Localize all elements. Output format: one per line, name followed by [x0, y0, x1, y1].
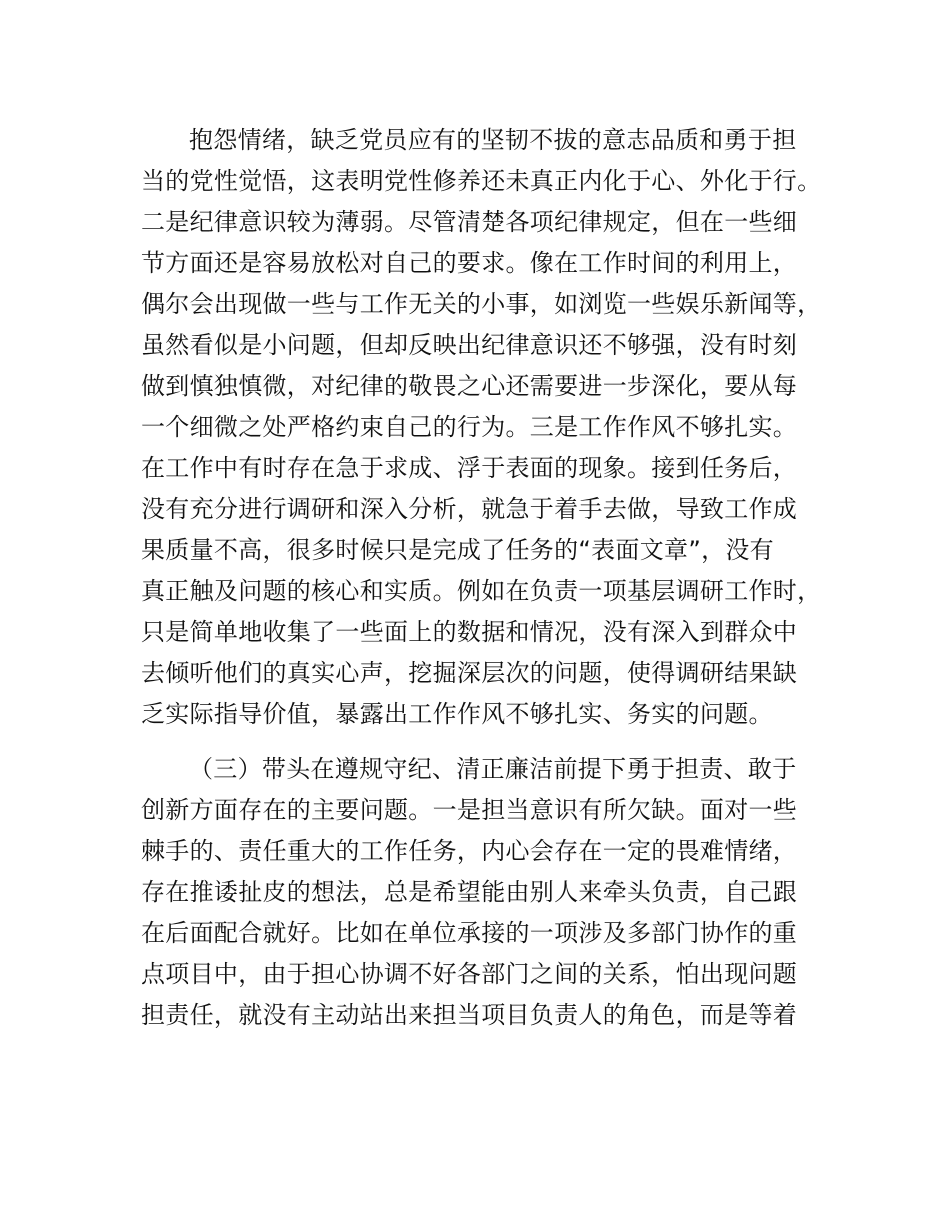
paragraph-1-line: 果质量不高，很多时候只是完成了任务的“表面文章”，没有	[141, 536, 774, 564]
paragraph-2-line: 存在推诿扯皮的想法，总是希望能由别人来牵头负责，自己跟	[141, 878, 798, 906]
paragraph-1-line: 真正触及问题的核心和实质。例如在负责一项基层调研工作时，	[141, 577, 822, 605]
paragraph-1-line: 一个细微之处严格约束自己的行为。三是工作作风不够扎实。	[141, 413, 798, 441]
paragraph-2-line: 点项目中，由于担心协调不好各部门之间的关系，怕出现问题	[141, 960, 798, 988]
paragraph-1	[141, 120, 841, 735]
paragraph-1-line: 节方面还是容易放松对自己的要求。像在工作时间的利用上，	[141, 249, 798, 277]
document-body	[141, 120, 841, 1036]
paragraph-1-line: 在工作中有时存在急于求成、浮于表面的现象。接到任务后，	[141, 454, 798, 482]
paragraph-1-line: 抱怨情绪，缺乏党员应有的坚韧不拔的意志品质和勇于担	[189, 126, 797, 154]
paragraph-2-line: 在后面配合就好。比如在单位承接的一项涉及多部门协作的重	[141, 919, 798, 947]
paragraph-2-line: 担责任，就没有主动站出来担当项目负责人的角色，而是等着	[141, 1001, 798, 1029]
paragraph-1-line: 乏实际指导价值，暴露出工作作风不够扎实、务实的问题。	[141, 700, 773, 728]
paragraph-1-line: 只是简单地收集了一些面上的数据和情况，没有深入到群众中	[141, 618, 798, 646]
paragraph-1-line: 二是纪律意识较为薄弱。尽管清楚各项纪律规定，但在一些细	[141, 208, 798, 236]
paragraph-1-line: 做到慎独慎微，对纪律的敬畏之心还需要进一步深化，要从每	[141, 372, 798, 400]
paragraph-1-line: 偶尔会出现做一些与工作无关的小事，如浏览一些娱乐新闻等，	[141, 290, 822, 318]
paragraph-1-line: 当的党性觉悟，这表明党性修养还未真正内化于心、外化于行。	[141, 167, 822, 195]
paragraph-2-line: （三）带头在遵规守纪、清正廉洁前提下勇于担责、敢于	[189, 755, 797, 783]
paragraph-2-line: 创新方面存在的主要问题。一是担当意识有所欠缺。面对一些	[141, 796, 798, 824]
paragraph-2	[141, 749, 841, 1036]
paragraph-1-line: 虽然看似是小问题，但却反映出纪律意识还不够强，没有时刻	[141, 331, 798, 359]
paragraph-1-line: 去倾听他们的真实心声，挖掘深层次的问题，使得调研结果缺	[141, 659, 798, 687]
paragraph-2-line: 棘手的、责任重大的工作任务，内心会存在一定的畏难情绪，	[141, 837, 798, 865]
paragraph-1-line: 没有充分进行调研和深入分析，就急于着手去做，导致工作成	[141, 495, 798, 523]
paragraph-spacer	[141, 735, 841, 749]
